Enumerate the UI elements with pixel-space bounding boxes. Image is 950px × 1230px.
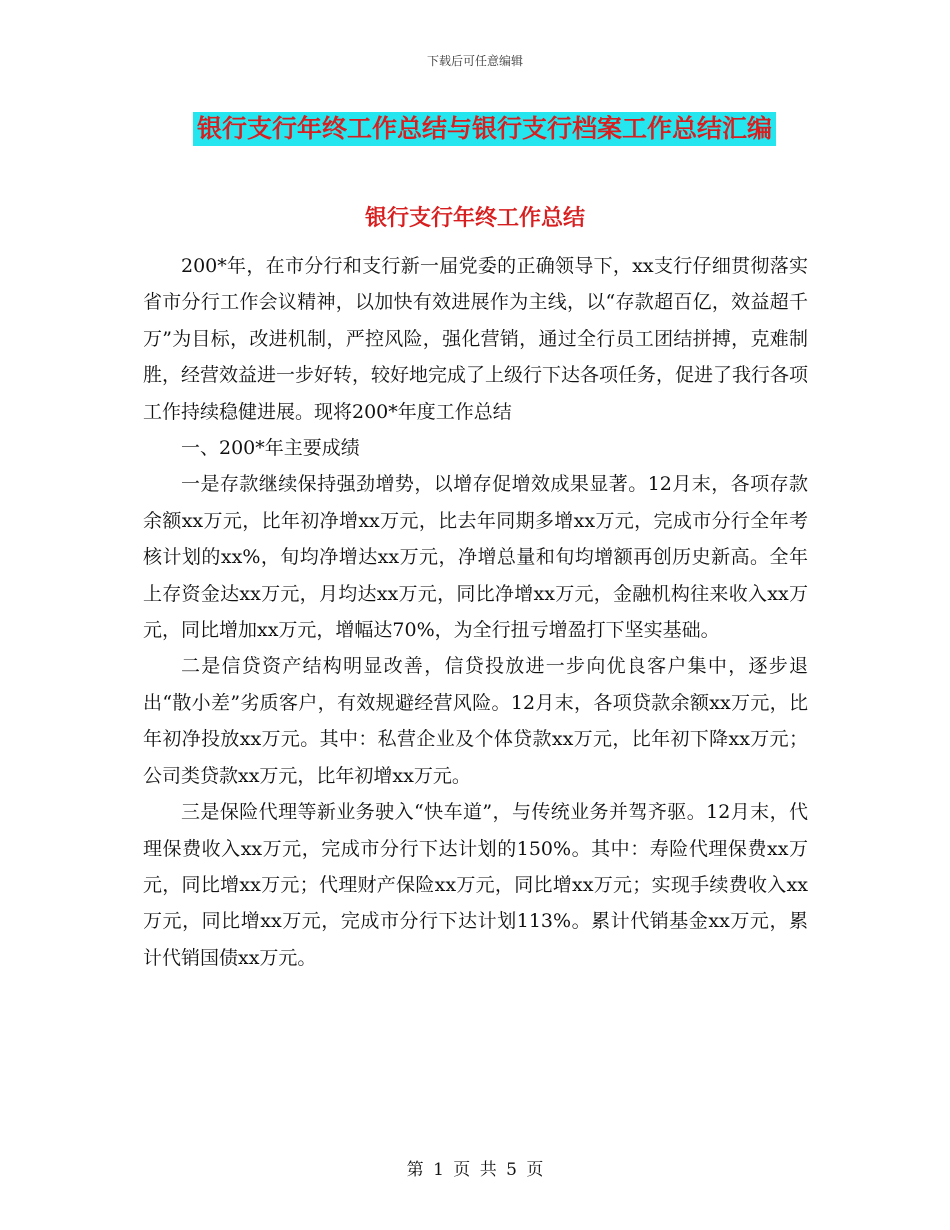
body-paragraph: 二是信贷资产结构明显改善，信贷投放进一步向优良客户集中，逐步退出“散小差”劣质客户，有效规避经营风险。12月末，各项贷款余额xx万元，比年初净投放xx万元。其中：私营企业及个体贷款xx万元，比年初下降xx万元；公司类贷款xx万元，比年初增xx万元。	[143, 655, 808, 787]
document-main-title: 银行支行年终工作总结与银行支行档案工作总结汇编	[193, 112, 776, 146]
page-number: 第 1 页 共 5 页	[406, 1160, 544, 1180]
section-title: 银行支行年终工作总结	[364, 206, 585, 231]
body-paragraph: 三是保险代理等新业务驶入“快车道”，与传统业务并驾齐驱。12月末，代理保费收入xx万元，完成市分行下达计划的150%。其中：寿险代理保费xx万元，同比增xx万元；代理财产保险xx万元，同比增xx万元；实现手续费收入xx万元，同比增xx万元，完成市分行下达计划113%。累计代销基金xx万元，累计代销国债xx万元。	[143, 801, 808, 969]
section-heading: 一、200*年主要成绩	[181, 437, 360, 460]
body-paragraph: 一是存款继续保持强劲增势，以增存促增效成果显著。12月末，各项存款余额xx万元，比年初净增xx万元，比去年同期多增xx万元，完成市分行全年考核计划的xx%，旬均净增达xx万元，净增总量和旬均增额再创历史新高。全年上存资金达xx万元，月均达xx万元，同比净增xx万元，金融机构往来收入xx万元，同比增加xx万元，增幅达70%，为全行扭亏增盈打下坚实基础。	[143, 473, 808, 642]
intro-paragraph: 200*年，在市分行和支行新一届党委的正确领导下，xx支行仔细贯彻落实省市分行工作会议精神，以加快有效进展作为主线，以“存款超百亿，效益超千万”为目标，改进机制，严控风险，强化营销，通过全行员工团结拼搏，克难制胜，经营效益进一步好转，较好地完成了上级行下达各项任务，促进了我行各项工作持续稳健进展。现将200*年度工作总结	[143, 255, 809, 423]
page-header-note: 下载后可任意编辑	[426, 54, 523, 68]
document-body	[143, 248, 808, 976]
